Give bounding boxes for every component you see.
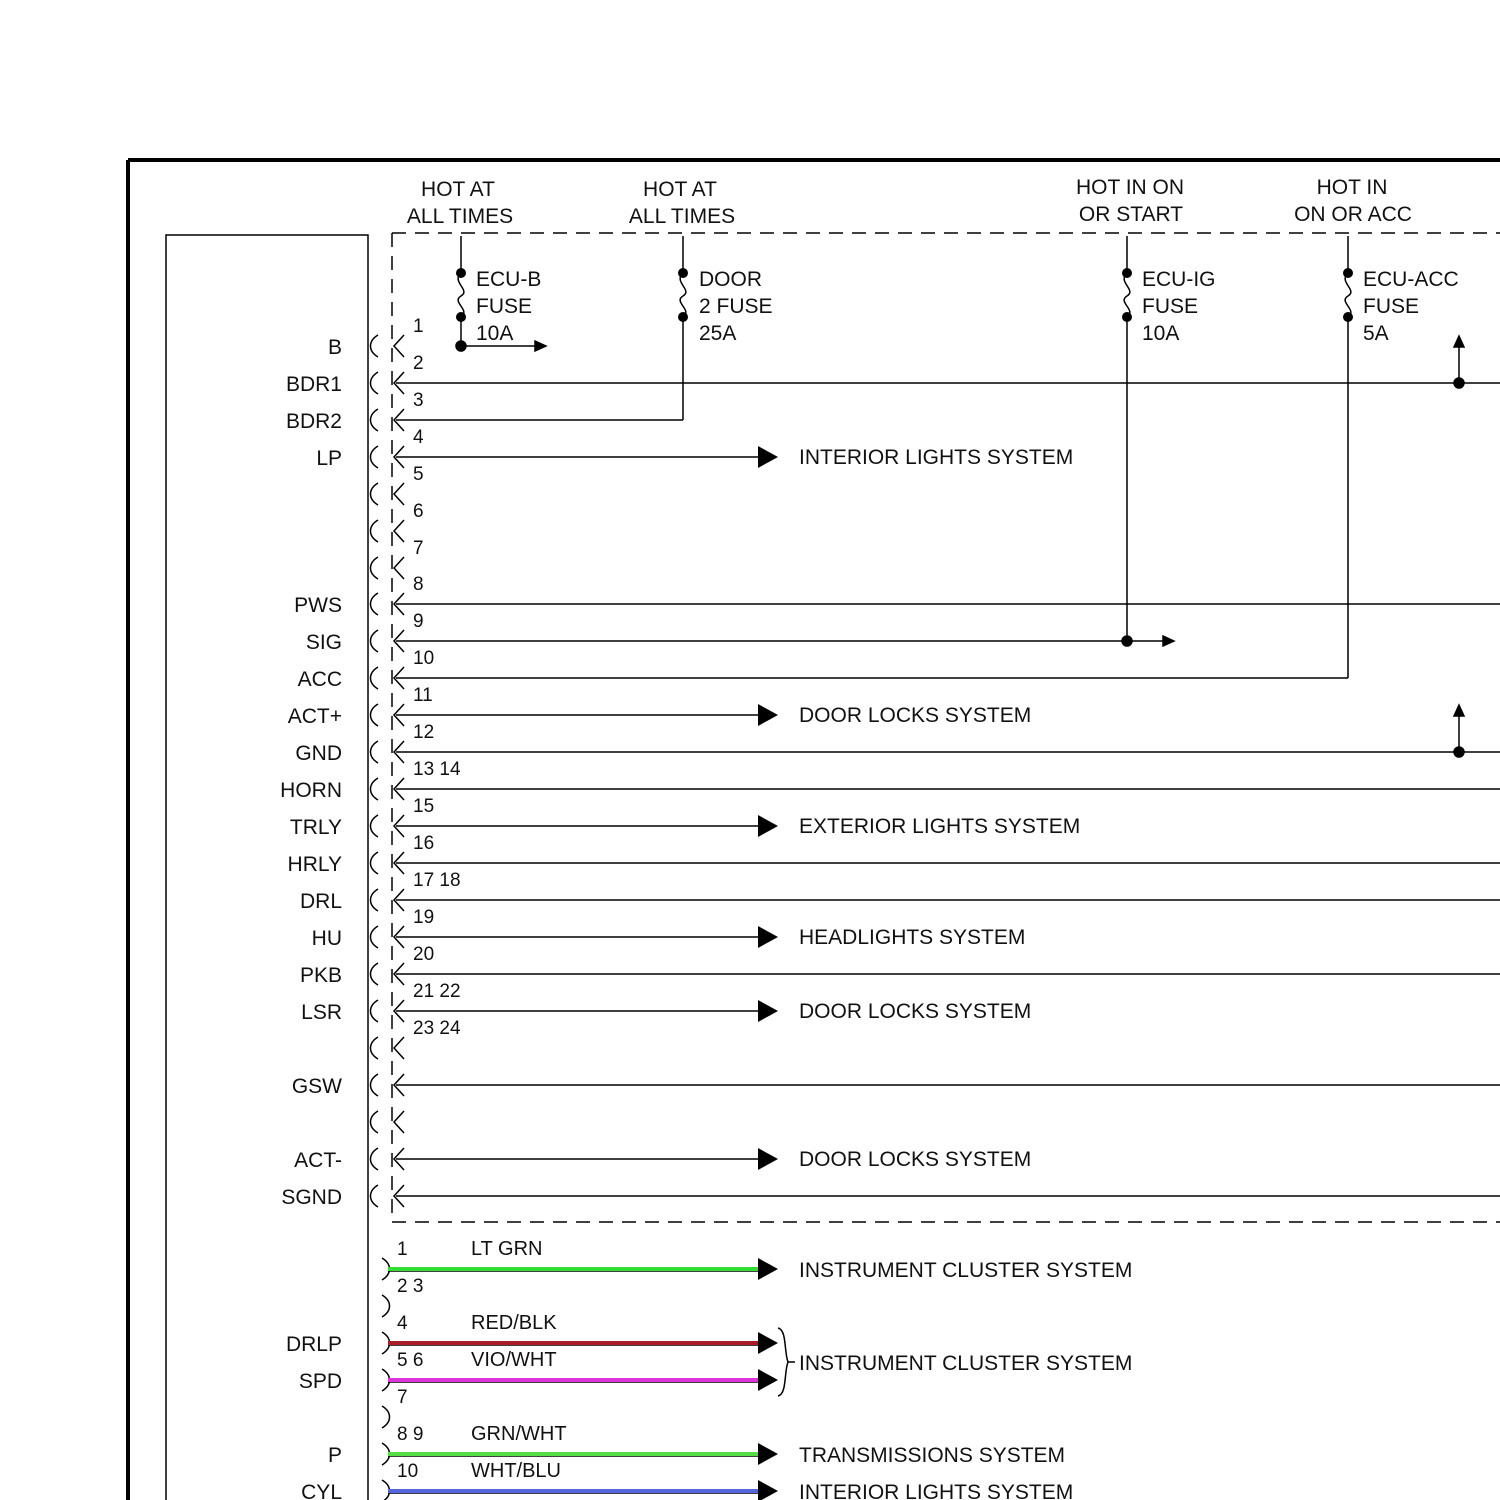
wire-color-label: WHT/BLU: [471, 1460, 561, 1482]
wire-color-label: VIO/WHT: [471, 1349, 557, 1371]
system-label: DOOR LOCKS SYSTEM: [799, 1148, 1032, 1171]
system-label: INSTRUMENT CLUSTER SYSTEM: [799, 1259, 1133, 1282]
power-source-4-line2: ON OR ACC: [1294, 203, 1412, 226]
connector-a-row: [294, 574, 1500, 617]
pin-label: SIG: [305, 631, 342, 654]
terminal-number: 2: [413, 353, 424, 374]
connector-a-row: [300, 870, 1500, 913]
pin-label: HORN: [280, 779, 342, 802]
terminal-number: 8: [413, 574, 424, 595]
terminal-number: 10: [397, 1461, 419, 1482]
connector-cavity-symbol: [371, 1185, 379, 1207]
connector-a-row: [288, 685, 1031, 728]
connector-a-row: [288, 833, 1500, 876]
pin-label: B: [327, 336, 342, 359]
pin-label: BDR1: [285, 373, 342, 396]
terminal-number: 3: [413, 390, 424, 411]
connector-cavity-symbol: [371, 372, 379, 394]
pin-label: GSW: [291, 1075, 342, 1098]
system-label: EXTERIOR LIGHTS SYSTEM: [799, 815, 1081, 838]
connector-a-row: [371, 538, 424, 579]
pin-label: ACC: [297, 668, 342, 691]
connector-a-row: [294, 1148, 1031, 1172]
connector-cavity-symbol: [371, 667, 379, 689]
connector-b-row: [382, 1238, 1132, 1282]
connector-cavity-symbol: [371, 926, 379, 948]
connector-a-row: [286, 353, 1500, 396]
connector-a-row: [371, 1111, 405, 1133]
connector-cavity-symbol: [371, 557, 379, 579]
pin-label: HU: [311, 927, 342, 950]
terminal-number: 5: [413, 464, 424, 485]
pin-label: SPD: [298, 1370, 342, 1393]
connector-cavity-symbol: [371, 446, 379, 468]
connector-b-row: [382, 1387, 408, 1428]
fuse-ecu-b-line1: ECU-B: [476, 268, 542, 291]
pin-label: LSR: [301, 1001, 342, 1024]
connector-cavity-symbol: [371, 889, 379, 911]
connector-a-row: [300, 944, 1500, 987]
system-arrow: [758, 1332, 778, 1354]
connector-cavity-symbol: [371, 483, 379, 505]
terminal-number: 15: [413, 796, 435, 817]
power-source-2-line2: ALL TIMES: [628, 205, 736, 228]
terminal-number: 10: [413, 648, 435, 669]
connector-a-row: [371, 1018, 461, 1059]
terminal-number: 5 6: [397, 1350, 424, 1371]
fuse-ecu-acc-line2: FUSE: [1363, 295, 1420, 318]
power-source-3-line2: OR START: [1078, 203, 1184, 226]
junction-block-outline: [392, 233, 1500, 1222]
power-source-1-line1: HOT AT: [421, 178, 495, 201]
terminal-number: 7: [397, 1387, 408, 1408]
system-arrow: [758, 815, 778, 837]
system-label: INTERIOR LIGHTS SYSTEM: [799, 446, 1074, 469]
terminal-number: 12: [413, 722, 435, 743]
system-arrow: [758, 1443, 778, 1465]
connector-cavity-symbol: [371, 1074, 379, 1096]
connector-cavity-symbol: [371, 1148, 379, 1170]
pin-label: ACT+: [287, 705, 342, 728]
terminal-number: 21 22: [413, 981, 461, 1002]
terminal-chevron: [394, 1037, 404, 1059]
wire-color-label: RED/BLK: [471, 1312, 557, 1334]
pin-label: PWS: [294, 594, 342, 617]
terminal-number: 7: [413, 538, 424, 559]
fuse-ecu-ig-line2: FUSE: [1142, 295, 1199, 318]
connector-a-row: [371, 464, 424, 505]
system-arrow: [758, 1148, 778, 1170]
connector-b-row: [299, 1349, 778, 1393]
system-arrow: [758, 1480, 778, 1500]
system-arrow: [758, 1369, 778, 1391]
terminal-number: 2 3: [397, 1276, 424, 1297]
terminal-number: 6: [413, 501, 424, 522]
fuse-ecu-acc: [1343, 236, 1459, 678]
pin-label: LP: [316, 447, 342, 470]
power-source-4-line1: HOT IN: [1316, 176, 1388, 199]
terminal-number: 9: [413, 611, 424, 632]
system-label: INTERIOR LIGHTS SYSTEM: [799, 1481, 1074, 1500]
pin-label: PKB: [299, 964, 342, 987]
wire-color-label: GRN/WHT: [471, 1423, 567, 1445]
connector-cavity-symbol: [371, 815, 379, 837]
terminal-number: 20: [413, 944, 435, 965]
fuse-door-2-line3: 25A: [699, 322, 737, 345]
connector-cavity-symbol: [371, 1111, 379, 1133]
wiring-details: [396, 336, 1464, 757]
pin-label: DRL: [299, 890, 342, 913]
fuse-ecu-ig-line3: 10A: [1142, 322, 1180, 345]
connector-a-row: [316, 427, 1073, 470]
system-label: DOOR LOCKS SYSTEM: [799, 704, 1032, 727]
terminal-number: 1: [413, 316, 424, 337]
fuse-ecu-acc-line3: 5A: [1363, 322, 1389, 345]
pin-label: SGND: [281, 1186, 342, 1209]
fuse-ecu-b-line2: FUSE: [476, 295, 533, 318]
terminal-chevron: [394, 483, 404, 505]
system-label: TRANSMISSIONS SYSTEM: [799, 1444, 1066, 1467]
connector-cavity-symbol: [371, 1037, 379, 1059]
connector-a-row: [328, 316, 424, 359]
system-arrow: [758, 704, 778, 726]
pin-label: P: [327, 1444, 342, 1467]
fuse-ecu-b: [456, 236, 541, 346]
terminal-number: 13 14: [413, 759, 461, 780]
connector-a-row: [292, 1074, 1500, 1098]
connector-cavity-symbol: [371, 335, 379, 357]
connector-cavity-symbol: [371, 520, 379, 542]
connector-cavity-symbol: [371, 852, 379, 874]
connector-a-row: [281, 1185, 1500, 1209]
connector-a-row: [295, 722, 1500, 765]
wire-color-label: LT GRN: [471, 1238, 543, 1260]
power-source-1-line2: ALL TIMES: [406, 205, 514, 228]
pin-label: ACT-: [294, 1149, 342, 1172]
pin-label: TRLY: [289, 816, 342, 839]
system-arrow: [758, 926, 778, 948]
terminal-number: 23 24: [413, 1018, 461, 1039]
group-brace: [778, 1328, 788, 1396]
power-source-3-line1: HOT IN ON: [1075, 176, 1185, 199]
terminal-number: 4: [397, 1313, 408, 1334]
pin-label: GND: [295, 742, 342, 765]
connector-cavity-symbol: [371, 778, 379, 800]
terminal-number: 17 18: [413, 870, 461, 891]
connector-cavity-symbol: [371, 741, 379, 763]
connector-cavity-symbol: [371, 963, 379, 985]
connector-cavity-symbol: [371, 704, 379, 726]
power-source-2-line1: HOT AT: [643, 178, 717, 201]
pin-label: CYL: [301, 1481, 342, 1500]
terminal-chevron: [394, 557, 404, 579]
fuse-ecu-acc-line1: ECU-ACC: [1363, 268, 1459, 291]
connector-cavity-symbol: [371, 1000, 379, 1022]
connector-a-row: [301, 981, 1031, 1024]
system-arrow: [758, 446, 778, 468]
power-source-headers: [407, 176, 1412, 228]
connector-a-row: [290, 796, 1080, 839]
terminal-number: 4: [413, 427, 424, 448]
connector-a-row: [280, 759, 1500, 802]
terminal-number: 16: [413, 833, 435, 854]
system-arrow: [758, 1258, 778, 1280]
system-arrow: [758, 1000, 778, 1022]
fuse-ecu-ig-line1: ECU-IG: [1142, 268, 1216, 291]
fuse-door-2: [678, 236, 773, 420]
connector-b-row: [328, 1423, 1065, 1467]
terminal-number: 19: [413, 907, 435, 928]
fuse-door-2-line2: 2 FUSE: [699, 295, 773, 318]
fuse-ecu-b-line3: 10A: [476, 322, 514, 345]
fuse-ecu-ig: [1122, 236, 1216, 641]
pin-label: BDR2: [285, 410, 342, 433]
connector-a-row: [286, 390, 424, 433]
terminal-chevron: [394, 1111, 404, 1133]
connector-cavity-symbol: [371, 630, 379, 652]
terminal-number: 11: [413, 685, 433, 706]
terminal-chevron: [394, 335, 404, 357]
system-label: HEADLIGHTS SYSTEM: [799, 926, 1026, 949]
system-label: DOOR LOCKS SYSTEM: [799, 1000, 1032, 1023]
connector-a: [280, 316, 1500, 1209]
pin-label: HRLY: [287, 853, 342, 876]
connector-cavity-symbol: [371, 409, 379, 431]
connector-b-row: [382, 1276, 423, 1317]
connector-a-row: [371, 501, 424, 542]
terminal-chevron: [394, 520, 404, 542]
terminal-number: 1: [397, 1239, 408, 1260]
fuse-door-2-line1: DOOR: [699, 268, 762, 291]
connector-cavity-symbol: [382, 1295, 390, 1317]
connector-cavity-symbol: [371, 593, 379, 615]
pin-label: DRLP: [285, 1333, 342, 1356]
instrument-cluster-group-label: INSTRUMENT CLUSTER SYSTEM: [799, 1352, 1133, 1375]
connector-cavity-symbol: [382, 1406, 390, 1428]
terminal-number: 8 9: [397, 1424, 424, 1445]
